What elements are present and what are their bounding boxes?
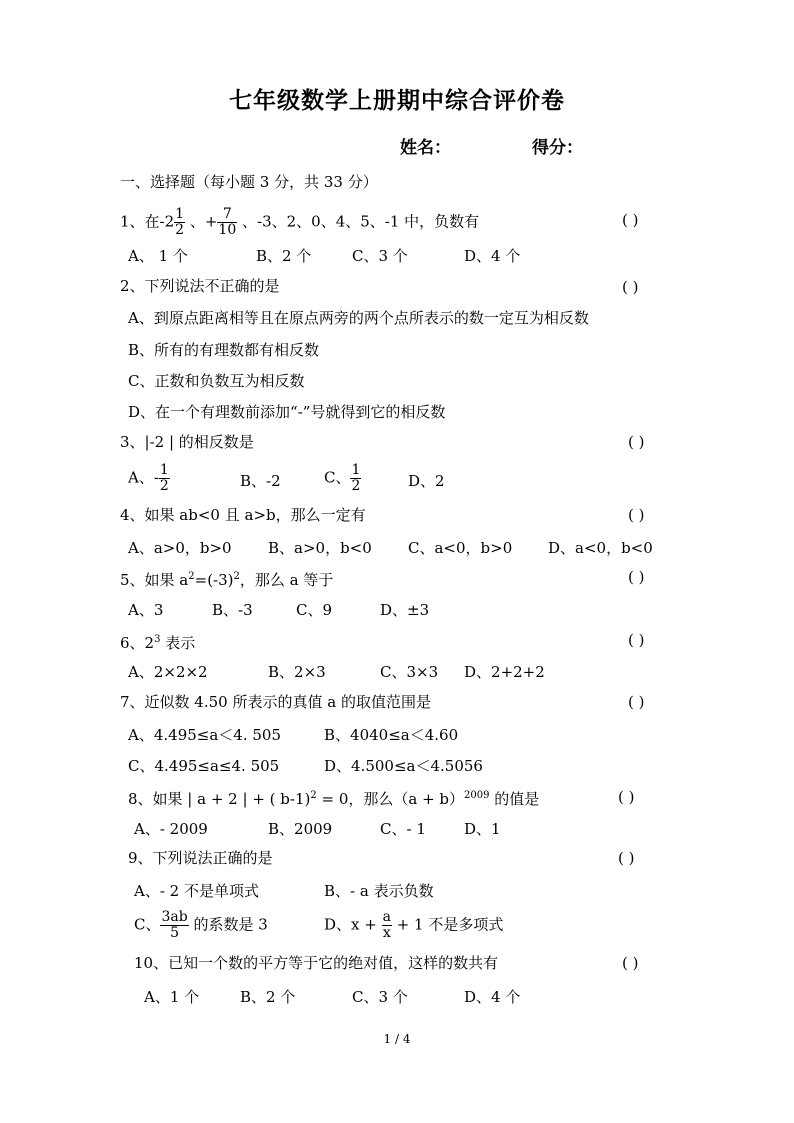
option-d: D、±3 (380, 601, 430, 619)
option-a: A、4.495≤a＜4. 505 (128, 726, 281, 744)
option-a: A、a>0，b>0 (128, 539, 232, 557)
option-b: B、2 个 (240, 988, 296, 1006)
question-3: 3、|-2 | 的相反数是 (120, 433, 254, 451)
question-7: 7、近似数 4.50 所表示的真值 a 的取值范围是 (120, 693, 431, 711)
option-c: C、4.495≤a≤4. 505 (128, 757, 280, 775)
answer-paren: ( ) (622, 211, 639, 229)
page-number: 1 / 4 (383, 1032, 411, 1046)
option-a: A、到原点距离相等且在原点两旁的两个点所表示的数一定互为相反数 (128, 309, 589, 327)
option-b: B、- a 表示负数 (324, 882, 434, 900)
fraction: $\frac{1}{2}$ (159, 462, 169, 494)
answer-paren: ( ) (628, 433, 645, 451)
option-d: D、a<0，b<0 (548, 539, 653, 557)
question-8: 8、如果 | a + 2 | + ( b-1)$^2$ = 0，那么$(a + b)^{2009}$ 的值是 (128, 790, 540, 808)
answer-paren: ( ) (622, 278, 639, 296)
option-a: A、- 2 不是单项式 (134, 882, 259, 900)
answer-paren: ( ) (618, 788, 635, 806)
page-title: 七年级数学上册期中综合评价卷 (229, 87, 565, 114)
option-c: C、 $\frac{3ab}{5}$ 的系数是 3 (134, 909, 268, 941)
option-d: D、x + $\frac{a}{x}$ + 1 不是多项式 (324, 909, 504, 941)
answer-paren: ( ) (628, 693, 645, 711)
name-label: 姓名： (400, 138, 451, 158)
option-b: B、a>0，b<0 (268, 539, 372, 557)
option-b: B、-3 (212, 601, 253, 619)
option-d: D、4 个 (464, 988, 521, 1006)
option-b: B、4040≤a＜4.60 (324, 726, 459, 744)
section-heading: 一、选择题（每小题 3 分，共 33 分） (120, 173, 378, 191)
question-10: 10、已知一个数的平方等于它的绝对值，这样的数共有 (134, 954, 499, 972)
fraction: $\frac{7}{10}$ (218, 206, 237, 238)
answer-paren: ( ) (628, 568, 645, 586)
answer-paren: ( ) (618, 849, 635, 867)
option-d: D、在一个有理数前添加“-”号就得到它的相反数 (128, 403, 446, 421)
option-a: A、3 (128, 601, 164, 619)
option-c: C、 $\frac{1}{2}$ (324, 462, 361, 494)
option-d: D、2 (408, 472, 445, 490)
option-d: D、1 (464, 820, 501, 838)
fraction: $\frac{1}{2}$ (175, 206, 185, 238)
question-1: 1、在-2 $\frac{1}{2}$ 、+ $\frac{7}{10}$ 、-3、2、0、4、5、-1 中，负数有 (120, 206, 480, 238)
option-b: B、2 个 (256, 247, 312, 265)
option-b: B、2×3 (268, 663, 326, 681)
question-2: 2、下列说法不正确的是 (120, 277, 280, 295)
score-label: 得分： (532, 138, 583, 158)
option-d: D、4.500≤a＜4.5056 (324, 757, 483, 775)
option-c: C、3×3 (380, 663, 439, 681)
answer-paren: ( ) (628, 506, 645, 524)
fraction: $\frac{1}{2}$ (351, 462, 361, 494)
option-a: A、1 个 (144, 988, 200, 1006)
question-9: 9、下列说法正确的是 (128, 849, 273, 867)
option-c: C、3 个 (352, 988, 408, 1006)
option-a: A、- 2009 (134, 820, 208, 838)
option-d: D、4 个 (464, 247, 521, 265)
option-b: B、所有的有理数都有相反数 (128, 341, 320, 359)
question-5: 5、如果 $a^2=(-3)^2$，那么 a 等于 (120, 571, 334, 589)
question-4: 4、如果 ab<0 且 a>b，那么一定有 (120, 506, 366, 524)
answer-paren: ( ) (622, 954, 639, 972)
option-a: A、- $\frac{1}{2}$ (128, 462, 169, 494)
option-a: A、2×2×2 (128, 663, 208, 681)
option-b: B、2009 (268, 820, 333, 838)
option-c: C、9 (296, 601, 333, 619)
option-b: B、-2 (240, 472, 281, 490)
option-c: C、正数和负数互为相反数 (128, 372, 305, 390)
option-c: C、3 个 (352, 247, 408, 265)
fraction: $\frac{a}{x}$ (382, 909, 391, 941)
fraction: $\frac{3ab}{5}$ (161, 909, 188, 941)
answer-paren: ( ) (628, 631, 645, 649)
question-6: 6、$2^3$ 表示 (120, 634, 196, 652)
option-c: C、a<0，b>0 (408, 539, 513, 557)
option-d: D、2+2+2 (464, 663, 545, 681)
option-c: C、- 1 (380, 820, 426, 838)
option-a: A、 1 个 (128, 247, 188, 265)
